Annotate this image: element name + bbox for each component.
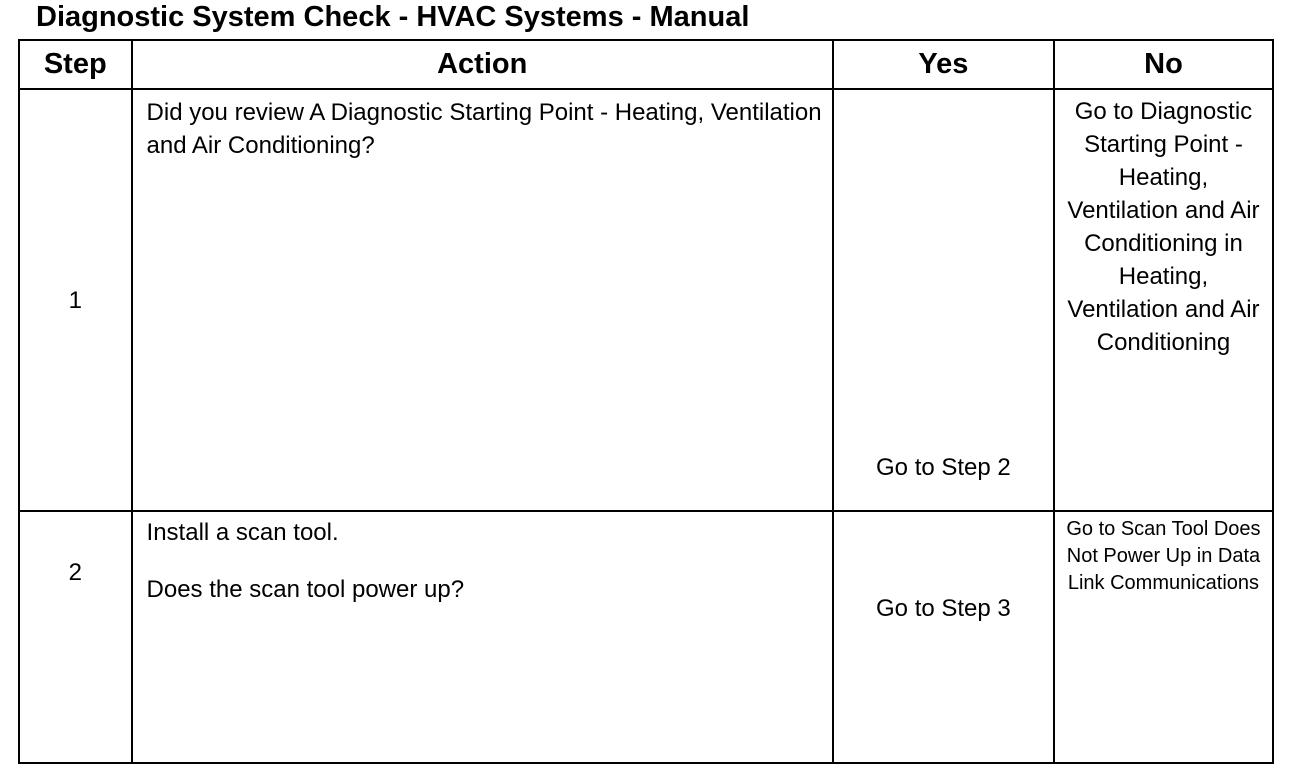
diagnostic-table <box>18 39 1274 764</box>
table-row <box>19 89 1273 511</box>
table-header-row <box>19 40 1273 89</box>
yes-link[interactable]: Go to Step 3 <box>833 511 1054 763</box>
step-number: 1 <box>19 89 132 511</box>
header-yes: Yes <box>833 40 1054 89</box>
no-cell <box>1054 89 1273 511</box>
header-step: Step <box>19 40 132 89</box>
header-action: Action <box>132 40 833 89</box>
header-no: No <box>1054 40 1273 89</box>
no-link[interactable]: Go to Diagnostic Starting Point - Heating, Ventilation and Air Conditioning in Heating, Ventilation and Air Conditioning <box>1067 98 1260 356</box>
action-cell <box>132 511 833 763</box>
no-cell <box>1054 511 1273 763</box>
action-text: Install a scan tool. <box>146 519 339 546</box>
page-title: Diagnostic System Check - HVAC Systems - Manual <box>36 1 750 33</box>
table-row <box>19 511 1273 763</box>
action-cell <box>132 89 833 511</box>
no-link[interactable]: Go to Scan Tool Does Not Power Up in Data Link Communications <box>1066 518 1261 594</box>
step-number: 2 <box>19 511 132 763</box>
action-text: Did you review A Diagnostic Starting Point - Heating, Ventilation and Air Conditioning? <box>146 99 822 159</box>
action-question: Does the scan tool power up? <box>146 576 465 603</box>
yes-link[interactable]: Go to Step 2 <box>833 89 1054 511</box>
